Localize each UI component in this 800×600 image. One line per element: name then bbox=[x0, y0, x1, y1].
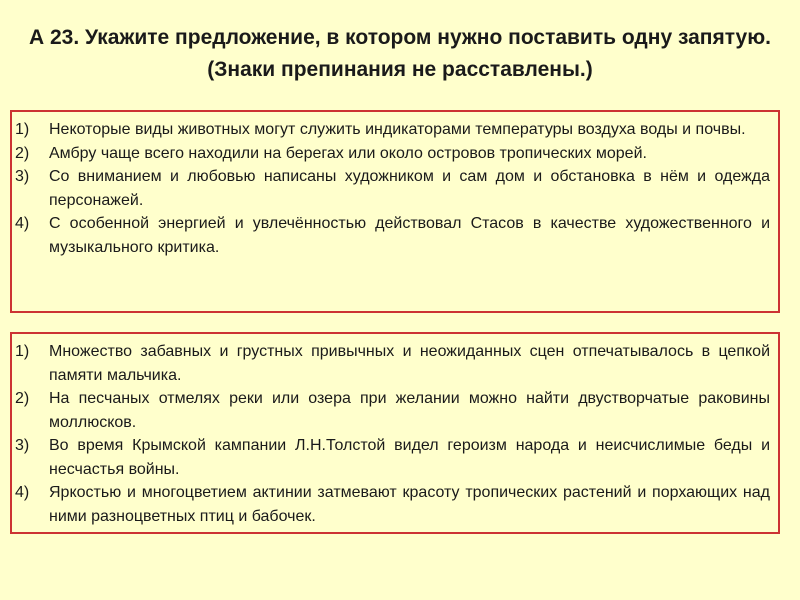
item-text: Амбру чаще всего находили на берегах или около островов тропических морей. bbox=[49, 144, 647, 162]
list-item bbox=[12, 165, 778, 212]
list-item bbox=[12, 387, 778, 434]
item-number: 2) bbox=[15, 144, 30, 162]
item-text: Со вниманием и любовью написаны художником и сам дом и обстановка в нём и одежда персонажей. bbox=[49, 168, 770, 209]
answer-group-1 bbox=[10, 110, 780, 313]
item-number: 3) bbox=[15, 168, 30, 185]
item-number: 1) bbox=[15, 343, 30, 360]
list-item bbox=[12, 118, 778, 142]
list-item bbox=[12, 212, 778, 259]
list-item bbox=[12, 340, 778, 387]
item-number: 2) bbox=[15, 390, 30, 407]
list-item bbox=[12, 142, 778, 166]
item-text: Множество забавных и грустных привычных и неожиданных сцен отпечатывалось в цепкой памяти мальчика. bbox=[49, 343, 770, 384]
item-text: С особенной энергией и увлечённостью действовал Стасов в качестве художественного и музыкального критика. bbox=[49, 215, 770, 256]
list-item bbox=[12, 481, 778, 528]
item-number: 4) bbox=[15, 484, 30, 501]
list-item bbox=[12, 434, 778, 481]
item-text: Некоторые виды животных могут служить индикаторами температуры воздуха воды и почвы. bbox=[49, 121, 746, 138]
item-text: Во время Крымской кампании Л.Н.Толстой видел героизм народа и неисчислимые беды и несчастья войны. bbox=[49, 437, 770, 478]
item-text: Яркостью и многоцветием актинии затмевают красоту тропических растений и порхающих над ними разноцветных птиц и бабочек. bbox=[49, 484, 770, 525]
item-number: 3) bbox=[15, 437, 30, 454]
item-number: 4) bbox=[15, 215, 30, 232]
question-title: А 23. Укажите предложение, в котором нужно поставить одну запятую. (Знаки препинания не расставлены.) bbox=[28, 26, 771, 81]
answer-group-2 bbox=[10, 332, 780, 534]
answer-list-1 bbox=[12, 118, 778, 259]
item-number: 1) bbox=[15, 121, 30, 138]
item-text: На песчаных отмелях реки или озера при желании можно найти двустворчатые раковины моллюсков. bbox=[49, 390, 770, 431]
answer-list-2 bbox=[12, 340, 778, 528]
